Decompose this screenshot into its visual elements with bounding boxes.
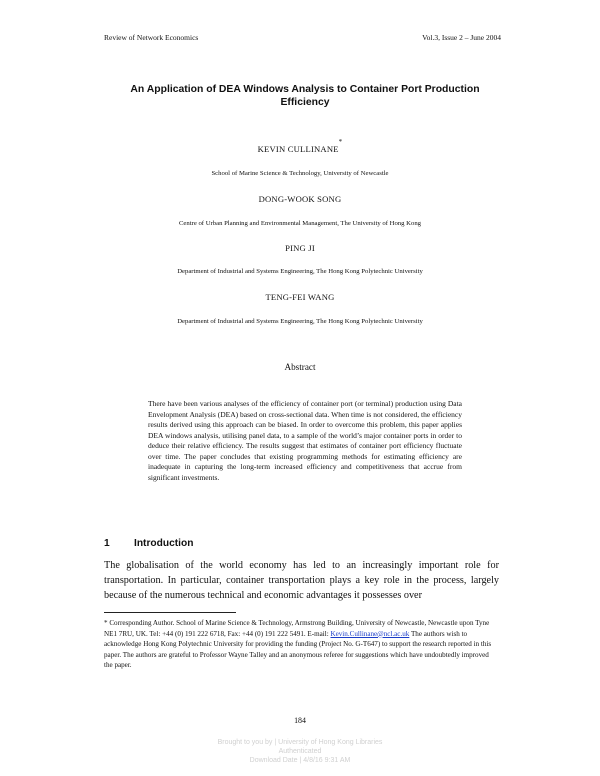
section-body-text: The globalisation of the world economy has led to an increasingly important role for transportation. In particular, container transportation plays a key role in the process, largely because of the numerous technical and economic advantages it possesses over [104,560,499,601]
section-heading [104,538,193,549]
author-affiliation: Department of Industrial and Systems Engineering, The Hong Kong Polytechnic University [177,268,423,275]
running-header-journal: Review of Network Economics [104,33,199,42]
footnote-rule [104,612,236,613]
paper-title: An Application of DEA Windows Analysis to Container Port Production Efficiency [130,84,480,108]
author-name: PING JI [285,243,315,253]
author-affiliation: Centre of Urban Planning and Environmental Management, The University of Hong Kong [178,220,422,227]
author-affiliation: School of Marine Science & Technology, University of Newcastle [211,170,389,177]
email-link[interactable]: Kevin.Cullinane@ncl.ac.uk [330,629,410,638]
author-name: DONG-WOOK SONG [258,194,342,204]
abstract-heading: Abstract [284,362,316,372]
footnote-marker: * [338,138,343,146]
download-watermark: Brought to you by | University of Hong Kong Libraries Authenticated Download Date | 4/8/16 9:31 AM [217,739,383,764]
author-name: TENG-FEI WANG [265,292,335,302]
page-number: 184 [294,716,306,725]
abstract-text: There have been various analyses of the efficiency of container port (or terminal) production using Data Envelopment Analysis (DEA) based on cross-sectional data. When time is not considered, the efficiency results derived using this approach can be biased. In order to overcome this problem, this paper applies DEA windows analysis, utilising panel data, to a sample of the world’s major container ports in order to deduce their relative efficiency. The results suggest that estimates of container port efficiency fluctuate over time. The paper concludes that existing programming methods for estimating efficiency are inadequate in capturing the long-term increased efficiency and competitiveness that accrue from significant investments. [148,399,462,482]
author-affiliation: Department of Industrial and Systems Engineering, The Hong Kong Polytechnic University [177,318,423,325]
footnote: * Corresponding Author. School of Marine Science & Technology, Armstrong Building, University of Newcastle, Newcastle upon Tyne NE1 7RU, UK. Tel: +44 (0) 191 222 6718, Fax: +44 (0) 191 222 5491. E-mail: Kevin.Cullinane@ncl.ac.uk The authors wish to acknowledge Hong Kong Polytechnic University for providing the funding (Project No. G-T647) to support the research reported in this paper. The authors are grateful to Professor Wayne Talley and an anonymous referee for suggestions which have undoubtedly improved the paper. [104,619,492,669]
section-title: Introduction [134,538,194,549]
running-header-volume: Vol.3, Issue 2 – June 2004 [422,33,501,42]
section-number: 1 [104,538,110,549]
author-name: KEVIN CULLINANE* [257,138,343,154]
